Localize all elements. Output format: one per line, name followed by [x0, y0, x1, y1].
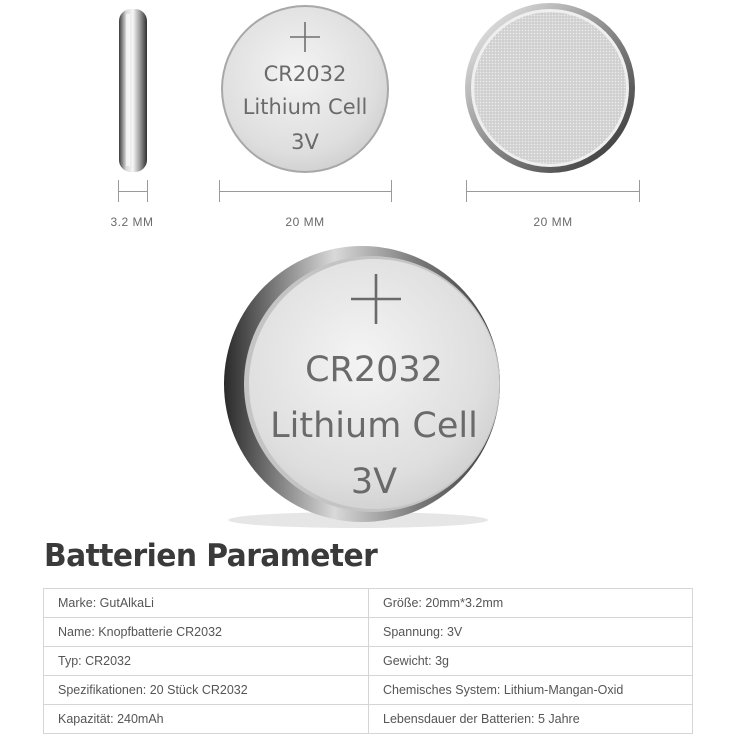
battery-voltage-large: 3V [350, 462, 398, 502]
parameters-heading: Batterien Parameter [44, 538, 378, 574]
table-row [44, 647, 693, 676]
table-row [44, 618, 693, 647]
table-cell: Größe: 20mm*3.2mm [369, 589, 693, 618]
battery-model-large: CR2032 [305, 350, 443, 390]
table-cell: Spannung: 3V [369, 618, 693, 647]
battery-back-view [465, 3, 635, 173]
table-row [44, 589, 693, 618]
dimension-diameter-front-label: 20 MM [285, 215, 325, 229]
dimension-thickness-label: 3.2 MM [110, 215, 154, 229]
table-cell: Marke: GutAlkaLi [44, 589, 369, 618]
battery-side-view [119, 9, 147, 172]
table-cell: Lebensdauer der Batterien: 5 Jahre [369, 705, 693, 734]
battery-type-large: Lithium Cell [270, 406, 478, 446]
table-row [44, 705, 693, 734]
parameters-table [43, 588, 693, 734]
table-cell: Typ: CR2032 [44, 647, 369, 676]
table-cell: Chemisches System: Lithium-Mangan-Oxid [369, 676, 693, 705]
table-row [44, 676, 693, 705]
battery-model: CR2032 [263, 62, 347, 86]
table-cell: Kapazität: 240mAh [44, 705, 369, 734]
battery-voltage: 3V [291, 130, 319, 154]
table-cell: Gewicht: 3g [369, 647, 693, 676]
table-cell: Name: Knopfbatterie CR2032 [44, 618, 369, 647]
battery-type: Lithium Cell [242, 95, 368, 119]
table-cell: Spezifikationen: 20 Stück CR2032 [44, 676, 369, 705]
dimension-diameter-back-label: 20 MM [533, 215, 573, 229]
